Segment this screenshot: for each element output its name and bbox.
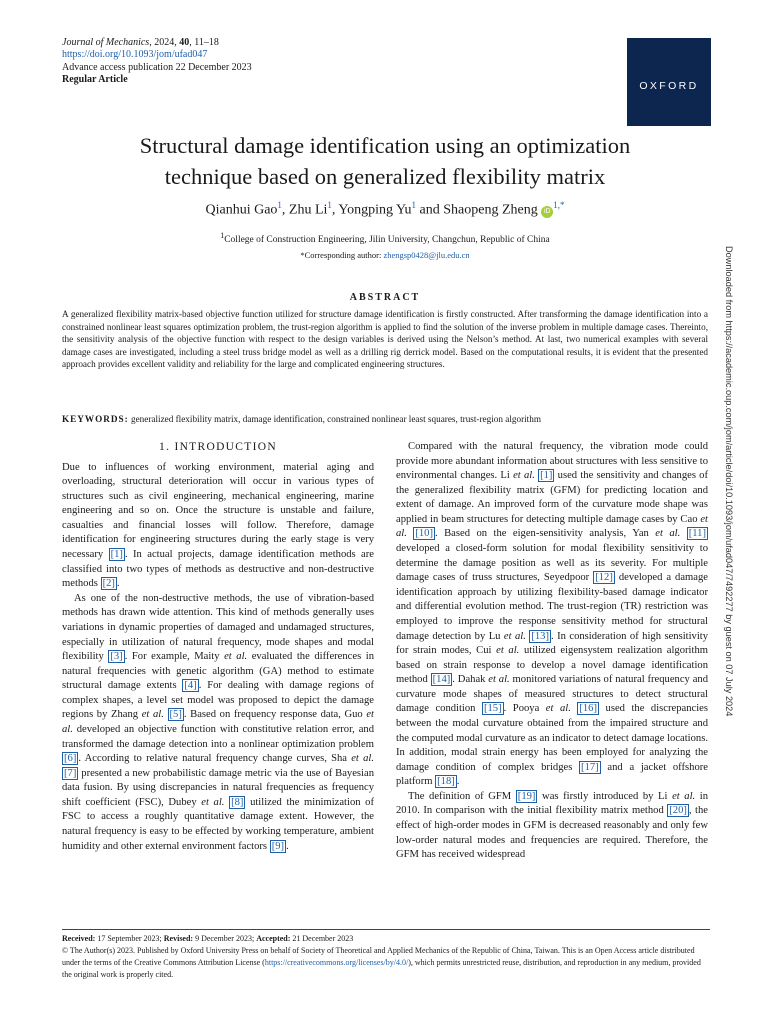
- citation-link[interactable]: [1]: [540, 470, 553, 482]
- journal-name: Journal of Mechanics: [62, 37, 150, 48]
- citation-link[interactable]: [7]: [64, 767, 77, 779]
- volume: 40: [179, 37, 190, 48]
- citation-link[interactable]: [9]: [271, 840, 285, 852]
- citation-link[interactable]: [6]: [64, 753, 77, 765]
- corresponding-author: *Corresponding author: zhengsp0428@jlu.edu.cn: [300, 250, 470, 260]
- author[interactable]: Zhu Li: [288, 202, 328, 218]
- author[interactable]: Shaopeng Zheng: [443, 202, 538, 218]
- oxford-logo[interactable]: OXFORD: [627, 38, 711, 126]
- citation-link[interactable]: [19]: [517, 790, 536, 802]
- paragraph: As one of the non-destructive methods, the use of vibration-based methods has drawn wide attention. This kind of methods generally uses variations in dynamic properties of damaged and undamaged structures, especially in utilization of natural frequency, mode shapes and modal flexibility [3] . For example, Maity et al. evaluated the differences in natural frequencies with genetic algorithm (GA) method to estimate structural damage extents [4] . For dealing with damage regions of complex shapes, a level set model was proposed to depict the damage regions by Zhang et al. [5] . Based on frequency response data, Guo et al. developed an objective function with constitutive relation error, and transformed the damage detection into a nonlinear optimization problem [6] . According to relative natural frequency change curves, Sha et al. [7] presented a new probabilistic damage metric via the use of Bayesian data fusion. By using discrepancies in natural frequencies as frequency shift coefficient (FSC), Dubey et al. [8] utilized the minimization of FSC to access a roughly quantitative damage extent. However, the natural frequency is easy to be effected by working temperature, ambient humidity and other external environment factors [9] .: [62, 592, 375, 852]
- citation-link[interactable]: [8]: [231, 796, 244, 808]
- citation-link[interactable]: [4]: [184, 680, 197, 692]
- article-type: Regular Article: [62, 74, 128, 86]
- paragraph: Compared with the natural frequency, the vibration mode could provide more abundant information about structures with less sensitive to environmental changes. Li et al. [1] used the sensitivity and changes of the generalized flexibility matrix (GFM) for predicting location and extent of damage. An improved form of the curvature mode shape was applied in beam structures for detecting multiple damage cases by Cao et al. [10] . Based on the eigen-sensitivity analysis, Yan et al. [11] developed a closed-form solution for modal flexibility sensitivity to determine the damage position as well as its severity. For multiple damage cases of truss structures, Seyedpoor [12] developed a damage identification approach by utilizing flexibility-based damage indicator and differential evolution method. The trust-region (TR) restriction was employed to improve the response sensitivity method for structural damage detection by Lu et al. [13] . In consideration of high sensitivity for strain modes, Cui et al. utilized eigensystem realization algorithm based on strain response to develop a novel damage identification method [14] . Dahak et al. monitored variations of natural frequency and curvature mode shapes of measured structures to detect structural damage condition [15] . Pooya et al. [16] used the discrepancies between the modal curvature obtained from the impaired structure and the computed modal curvature as an indicator to detect damage locations. In addition, modal strain energy has been employed for analyzing the damage condition of complex bridges [17] and a jacket offshore platform [18] .: [396, 441, 709, 788]
- keywords: KEYWORDS: generalized flexibility matrix, damage identification, constrained nonlinear least squares, trust-region algorithm: [62, 414, 541, 424]
- citation-link[interactable]: [16]: [579, 703, 598, 715]
- paper-title: Structural damage identification using an optimization technique based on generalized flexibility matrix: [139, 133, 631, 189]
- citation-link[interactable]: [11]: [688, 528, 707, 540]
- doi-link[interactable]: https://doi.org/10.1093/jom/ufad047: [62, 49, 208, 61]
- citation-link[interactable]: [18]: [437, 776, 455, 788]
- section-heading: 1. INTRODUCTION: [159, 441, 277, 453]
- footer-divider: [62, 929, 710, 930]
- citation-link[interactable]: [12]: [595, 572, 613, 584]
- citation-link[interactable]: [14]: [432, 674, 451, 686]
- abstract-text: A generalized flexibility matrix-based objective function utilized for structure damage identification is firstly constructed. After transforming the damage identification into a constrained nonlinear least squares optimization problem, the trust-region algorithm is applied to find the solution of the inverse problem in multiple damage cases. Thereinto, the sensitivity analysis of the objective function with respect to the design variables is derived using the Nelson’s method. At last, two numerical examples with several damage cases are investigated, including a steel truss bridge model as well as a drilling rig derrick model. Based on the computational results, it is evident that the presented approach provides excellent validity and reliability for the large and complicated engineering structures.: [62, 309, 708, 369]
- citation-link[interactable]: [10]: [415, 528, 434, 540]
- orcid-icon[interactable]: iD: [541, 206, 553, 218]
- citation-link[interactable]: [20]: [669, 805, 687, 817]
- license-link[interactable]: https://creativecommons.org/licenses/by/4.0/: [264, 958, 409, 967]
- left-column: [62, 440, 374, 854]
- email-link[interactable]: zhengsp0428@jlu.edu.cn: [383, 250, 470, 260]
- journal-header: Journal of Mechanics, 2024, 40, 11–18 https://doi.org/10.1093/jom/ufad047 Advance access publication 22 December 2023 Regular Article: [62, 37, 252, 86]
- download-watermark: Downloaded from https://academic.oup.com/jom/article/doi/10.1093/jom/ufad047/7492277 by guest on 07 July 2024: [724, 246, 734, 717]
- citation-link[interactable]: [2]: [102, 578, 115, 590]
- footer-notes: Received: 17 September 2023; Revised: 9 December 2023; Accepted: 21 December 2023 © The Author(s) 2023. Published by Oxford University Press on behalf of Society of Theoretical and Applied Mechanics of the Republic of China, Taiwan. This is an Open Access article distributed under the terms of the Creative Commons Attribution License (https://creativecommons.org/licenses/by/4.0/), which permits unrestricted reuse, distribution, and reproduction in any medium, provided the original work is properly cited.: [62, 934, 701, 979]
- author[interactable]: Yongping Yu: [338, 202, 412, 218]
- citation-link[interactable]: [13]: [531, 630, 550, 642]
- citation-link[interactable]: [15]: [483, 703, 502, 715]
- abstract-heading: ABSTRACT: [349, 292, 421, 303]
- author[interactable]: Qianhui Gao: [205, 202, 278, 218]
- affiliation: $^1$College of Construction Engineering, Jilin University, Changchun, Republic of China: [220, 231, 550, 246]
- citation-link[interactable]: [3]: [110, 651, 123, 663]
- citation-link[interactable]: [5]: [169, 709, 182, 721]
- paragraph: Due to influences of working environment, material aging and overloading, structural deterioration will occur in various types of structures such as civil engineering, mechanical engineering, marine engineering and so on. Once the structure is unstable and failure, casualties and financial losses will follow. Therefore, damage identification for engineering structures during the early stage is very necessary [1] . In actual projects, damage identification methods are classified into two types of methods as destructive and non-destructive methods [2] .: [62, 461, 374, 590]
- citation-link[interactable]: [1]: [110, 549, 123, 561]
- advance-access: Advance access publication 22 December 2023: [62, 61, 252, 73]
- citation-link[interactable]: [17]: [581, 761, 599, 773]
- author-list: Qianhui Gao$^1$, Zhu Li$^1$, Yongping Yu$^1$ and Shaopeng Zheng $iD^{1,*}$: [205, 200, 565, 218]
- paragraph: The definition of GFM [19] was firstly introduced by Li et al. in 2010. In comparison with the initial flexibility matrix method [20] , the effect of high-order modes in GFM is decreased reasonably and only few low-order natural modes and frequencies are required. Therefore, the GFM has received widespread: [396, 790, 709, 861]
- right-column: [396, 440, 708, 863]
